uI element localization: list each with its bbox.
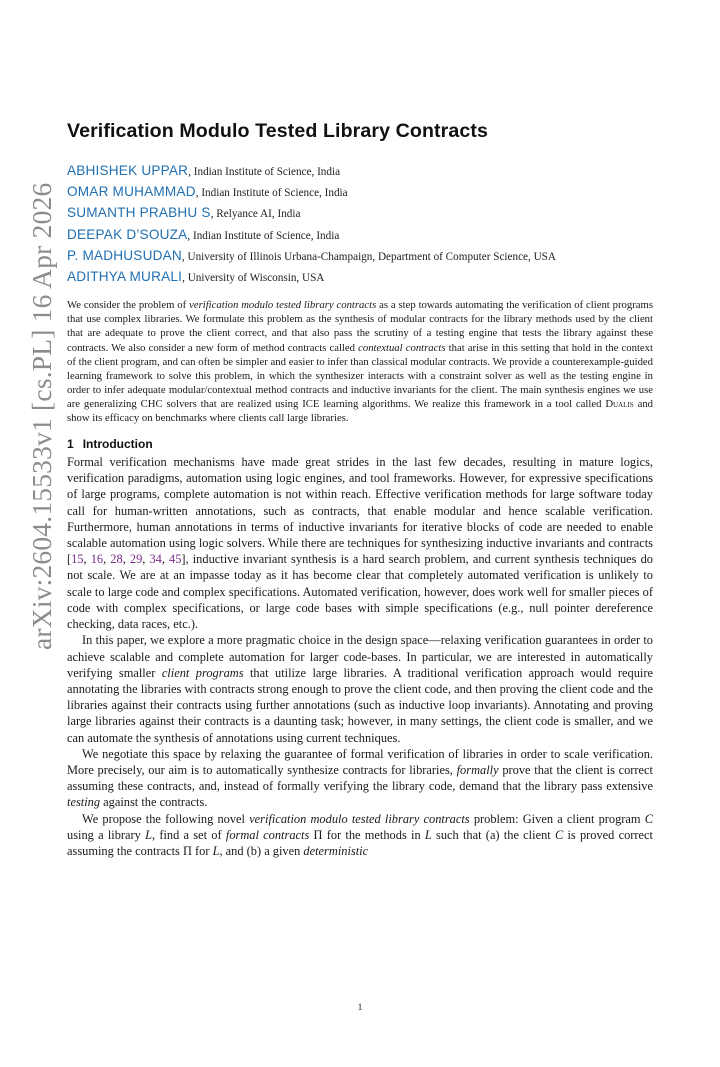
author-entry — [67, 246, 653, 267]
tool-name: Dualis — [605, 397, 634, 410]
author-entry — [67, 267, 653, 288]
author-entry — [67, 182, 653, 203]
author-affiliation: , University of Wisconsin, USA — [182, 272, 325, 285]
author-name[interactable]: OMAR MUHAMMAD — [67, 184, 196, 200]
author-entry — [67, 161, 653, 182]
paper-content — [67, 120, 653, 859]
author-name[interactable]: ABHISHEK UPPAR — [67, 163, 189, 178]
author-name[interactable]: SUMANTH PRABHU S — [67, 205, 211, 221]
citation-link[interactable]: 45 — [169, 552, 182, 567]
author-affiliation: , Relyance AI, India — [210, 208, 301, 221]
page-number: 1 — [357, 1003, 363, 1013]
citation-link[interactable]: 15 — [71, 552, 84, 567]
author-name[interactable]: DEEPAK D’SOUZA — [67, 226, 188, 242]
citation-link[interactable]: 34 — [149, 552, 162, 567]
section-title: Introduction — [82, 437, 153, 452]
citation-link[interactable]: 29 — [129, 552, 143, 567]
author-name[interactable]: P. MADHUSUDAN — [67, 247, 182, 263]
section-number: 1 — [67, 437, 74, 452]
citation-link[interactable]: 16 — [90, 552, 104, 567]
author-entry — [67, 203, 653, 224]
author-affiliation: , University of Illinois Urbana-Champaign, Department of Computer Science, USA — [181, 250, 556, 263]
arxiv-side-stamp: arXiv:2604.15533v1 [cs.PL] 16 Apr 2026 — [26, 182, 57, 650]
author-affiliation: , Indian Institute of Science, India — [188, 166, 341, 178]
abstract: We consider the problem of verification modulo tested library contracts as a step towards automating the verification of client programs that use complex libraries. We formulate this problem as the synthesis of modular contracts for the library methods used by the client that are adequate to prove the client correct, and that also pass the scrutiny of a testing engine that tests the library against these contracts. We also consider a new form of method contracts called contextual contracts that arise in this setting that hold in the context of the client program, and can often be simpler and easier to infer than classical modular contracts. We provide a counterexample-guided learning framework to solve this problem, in which the synthesizer interacts with a constraint solver as well as the testing engine in order to infer adequate modular/contextual method contracts and inductive invariants for the client. The main synthesis engines we use are generalizing CHC solvers that are realized using ICE learning algorithms. We realize this framework in a tool called Dualis and show its efficacy on benchmarks where clients call large libraries. — [67, 299, 654, 424]
citation-link[interactable]: 28 — [110, 552, 123, 567]
intro-paragraph-3: We negotiate this space by relaxing the guarantee of formal verification of libraries in order to scale verification. More precisely, our aim is to automatically synthesize contracts for libraries, formally prove that the client is correct assuming these contracts, and, instead of formally verifying the library code, demand that the library pass extensive testing against the contracts. — [67, 746, 653, 810]
author-affiliation: , Indian Institute of Science, India — [187, 229, 340, 242]
paper-title: Verification Modulo Tested Library Contracts — [67, 120, 489, 142]
section-heading — [67, 437, 653, 451]
intro-paragraph-1: Formal verification mechanisms have made great strides in the last few decades, resulting in mature logics, verification paradigms, automation using logic engines, and tool frameworks. However, for expressive specifications of large programs, complete automation is not within reach. Effective verification methods for large software today call for human-written annotations, such as contracts, that enable modular and hence scalable verification. Furthermore, human annotations in terms of inductive invariants for iterative blocks of code are needed to enable scalable automation using logic solvers. While there are techniques for synthesizing inductive invariants and contracts [15, 16, 28, 29, 34, 45], inductive invariant synthesis is a hard search problem, and current synthesis techniques do not scale. We are at an impasse today as it has become clear that completely automated verification is unlikely to scale to large code and complex specifications. Automated verification, however, does work well for smaller pieces of code with complex specifications, or large code bases with simple specifications (e.g., null pointer dereference checking, data races, etc.). — [67, 455, 653, 632]
author-name[interactable]: ADITHYA MURALI — [67, 269, 183, 285]
intro-paragraph-2: In this paper, we explore a more pragmatic choice in the design space—relaxing verification guarantees in order to achieve scalable and complete automation for larger code-bases. In particular, we are interested in automatically verifying smaller client programs that utilize large libraries. A traditional verification approach would require annotating the libraries with contracts strong enough to prove the client code, and then proving the client code and the libraries against their contracts using further annotations (such as inductive loop invariants). Annotating and proving large libraries against their contracts is a daunting task; however, in many settings, the client code is smaller, and we can automate the synthesis of annotations using current techniques. — [67, 633, 653, 745]
author-affiliation: , Indian Institute of Science, India — [195, 187, 348, 200]
author-list — [67, 161, 653, 288]
author-entry — [67, 225, 653, 246]
intro-paragraph-4: We propose the following novel verification modulo tested library contracts problem: Given a client program C using a library L, find a set of formal contracts Π for the methods in L such that (a) the client C is proved correct assuming the contracts Π for L, and (b) a given deterministic — [67, 811, 654, 858]
